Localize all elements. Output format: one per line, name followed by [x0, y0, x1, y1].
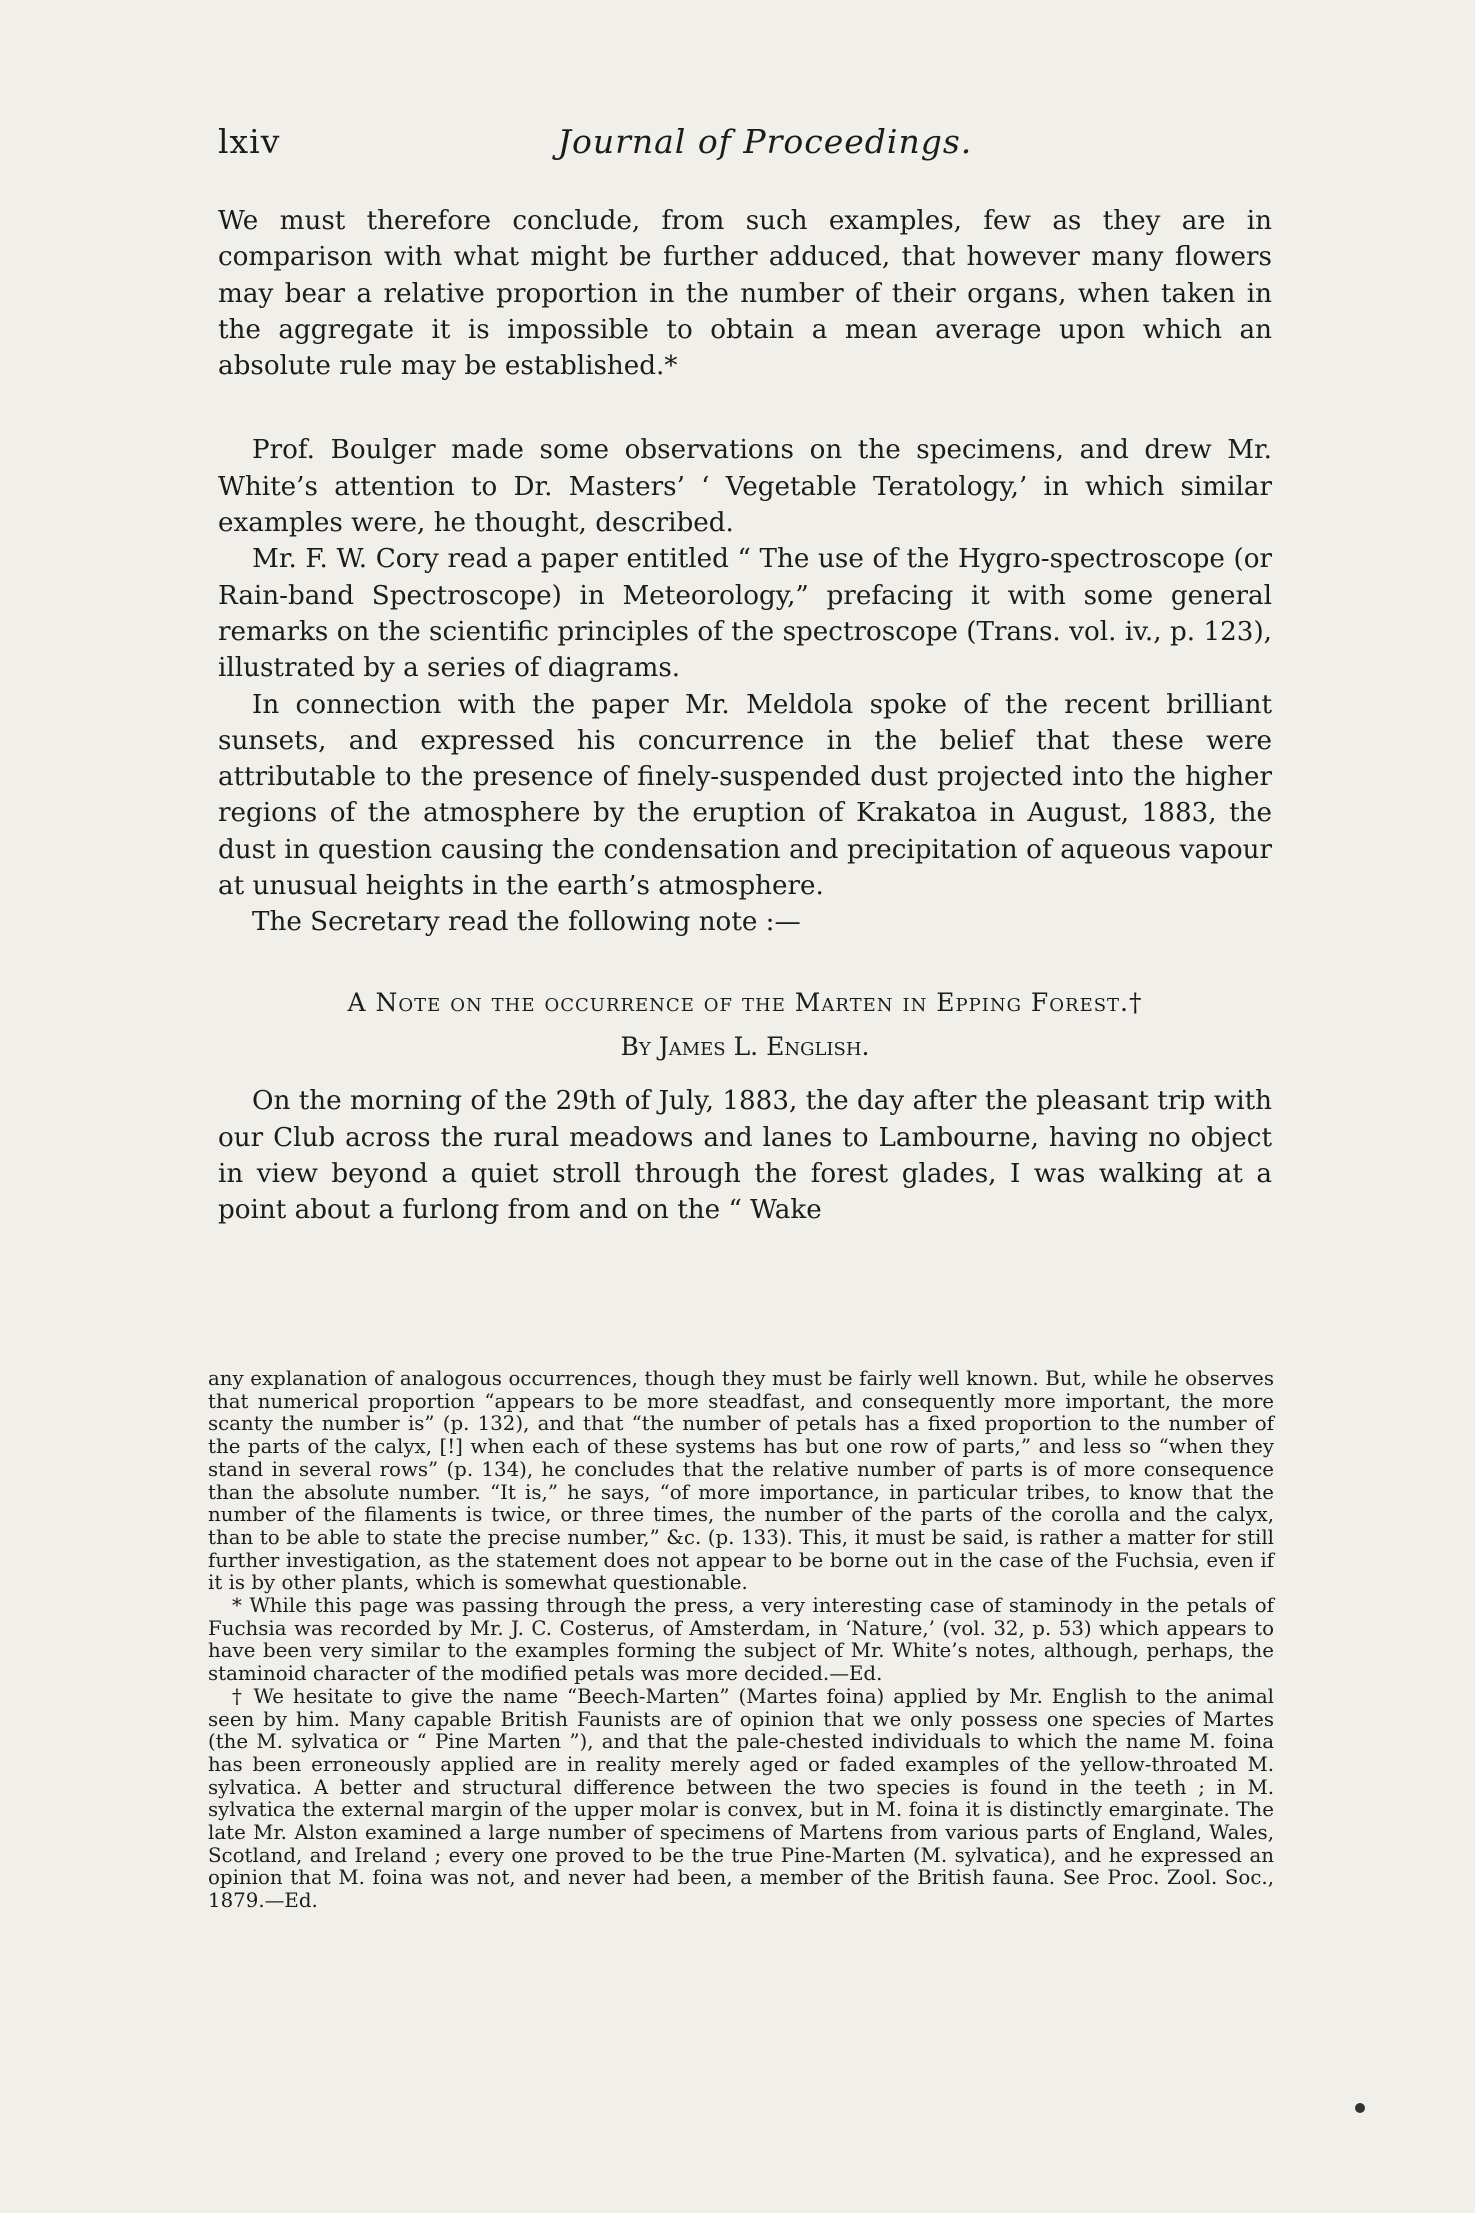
journal-title: Journal of Proceedings. — [557, 122, 973, 161]
footnote-continuation: any explanation of analogous occurrences, though they must be fairly well known. But, while he observes that numerical proportion “appears to be more steadfast, and consequently more important, the more scanty the number is” (p. 132), and that “the number of petals has a fixed proportion to the number of the parts of the calyx, [!] when each of these systems has but one row of parts,” and less so “when they stand in several rows” (p. 134), he concludes that the relative number of parts is of more consequence than the absolute number. “It is,” he says, “of more importance, in particular tribes, to know that the number of the filaments is twice, or three times, the number of the parts of the corolla and the calyx, than to be able to state the precise number,” &c. (p. 133). This, it must be said, is rather a matter for still further investigation, as the statement does not appear to be borne out in the case of the Fuchsia, even if it is by other plants, which is somewhat questionable. — [208, 1367, 1274, 1595]
running-head — [218, 122, 1272, 172]
paragraph-boulger: Prof. Boulger made some observations on the specimens, and drew Mr. White’s attention to Dr. Masters’ ‘ Vegetable Teratology,’ in which similar examples were, he thought, described. — [218, 435, 1272, 539]
footnotes — [208, 1368, 1274, 1913]
paragraph-meldola: In connection with the paper Mr. Meldola spoke of the recent brilliant sunsets, and expressed his concurrence in the belief that these were attributable to the presence of finely-suspended dust projected into the higher regions of the atmosphere by the eruption of Krakatoa in August, 1883, the dust in question causing the condensation and precipitation of aqueous vapour at unusual heights in the earth’s atmosphere. — [218, 689, 1272, 902]
paragraph-secretary: The Secretary read the following note :— — [252, 907, 801, 938]
ink-speck — [1355, 2103, 1365, 2113]
page-number: lxiv — [218, 122, 281, 161]
byline: By James L. English. — [620, 1031, 870, 1061]
note-title: A Note on the occurrence of the Marten in Epping Forest.† — [347, 987, 1143, 1017]
paragraph-cory: Mr. F. W. Cory read a paper entitled “ The use of the Hygro-spectroscope (or Rain-band Spectroscope) in Meteorology,” prefacing it with some general remarks on the scientific principles of the spectroscope (Trans. vol. iv., p. 123), illustrated by a series of diagrams. — [218, 544, 1272, 684]
paragraph-morning: On the morning of the 29th of July, 1883, the day after the pleasant trip with our Club across the rural meadows and lanes to Lambourne, having no object in view beyond a quiet stroll through the forest glades, I was walking at a point about a furlong from and on the “ Wake — [218, 1086, 1272, 1226]
footnote-dagger: † We hesitate to give the name “Beech-Marten” (Martes foina) applied by Mr. English to the animal seen by him. Many capable British Faunists are of opinion that we only possess one species of Martes (the M. sylvatica or “ Pine Marten ”), and that the pale-chested individuals to which the name M. foina has been erroneously applied are in reality merely aged or faded examples of the yellow-throated M. sylvatica. A better and structural difference between the two species is found in the teeth ; in M. sylvatica the external margin of the upper molar is convex, but in M. foina it is distinctly emarginate. The late Mr. Alston examined a large number of specimens of Martens from various parts of England, Wales, Scotland, and Ireland ; every one proved to be the true Pine-Marten (M. sylvatica), and he expressed an opinion that M. foina was not, and never had been, a member of the British fauna. See Proc. Zool. Soc., 1879.—Ed. — [208, 1684, 1274, 1913]
body-text — [218, 203, 1272, 1228]
footnote-asterisk: * While this page was passing through the press, a very interesting case of staminody in the petals of Fuchsia was recorded by Mr. J. C. Costerus, of Amsterdam, in ‘Nature,’ (vol. 32, p. 53) which appears to have been very similar to the examples forming the subject of Mr. White’s notes, although, perhaps, the staminoid character of the modified petals was more decided.—Ed. — [208, 1594, 1274, 1686]
paragraph-conclusion: We must therefore conclude, from such examples, few as they are in comparison with what might be further adduced, that however many flowers may bear a relative proportion in the number of their organs, when taken in the aggregate it is impossible to obtain a mean average upon which an absolute rule may be established.* — [218, 206, 1272, 382]
